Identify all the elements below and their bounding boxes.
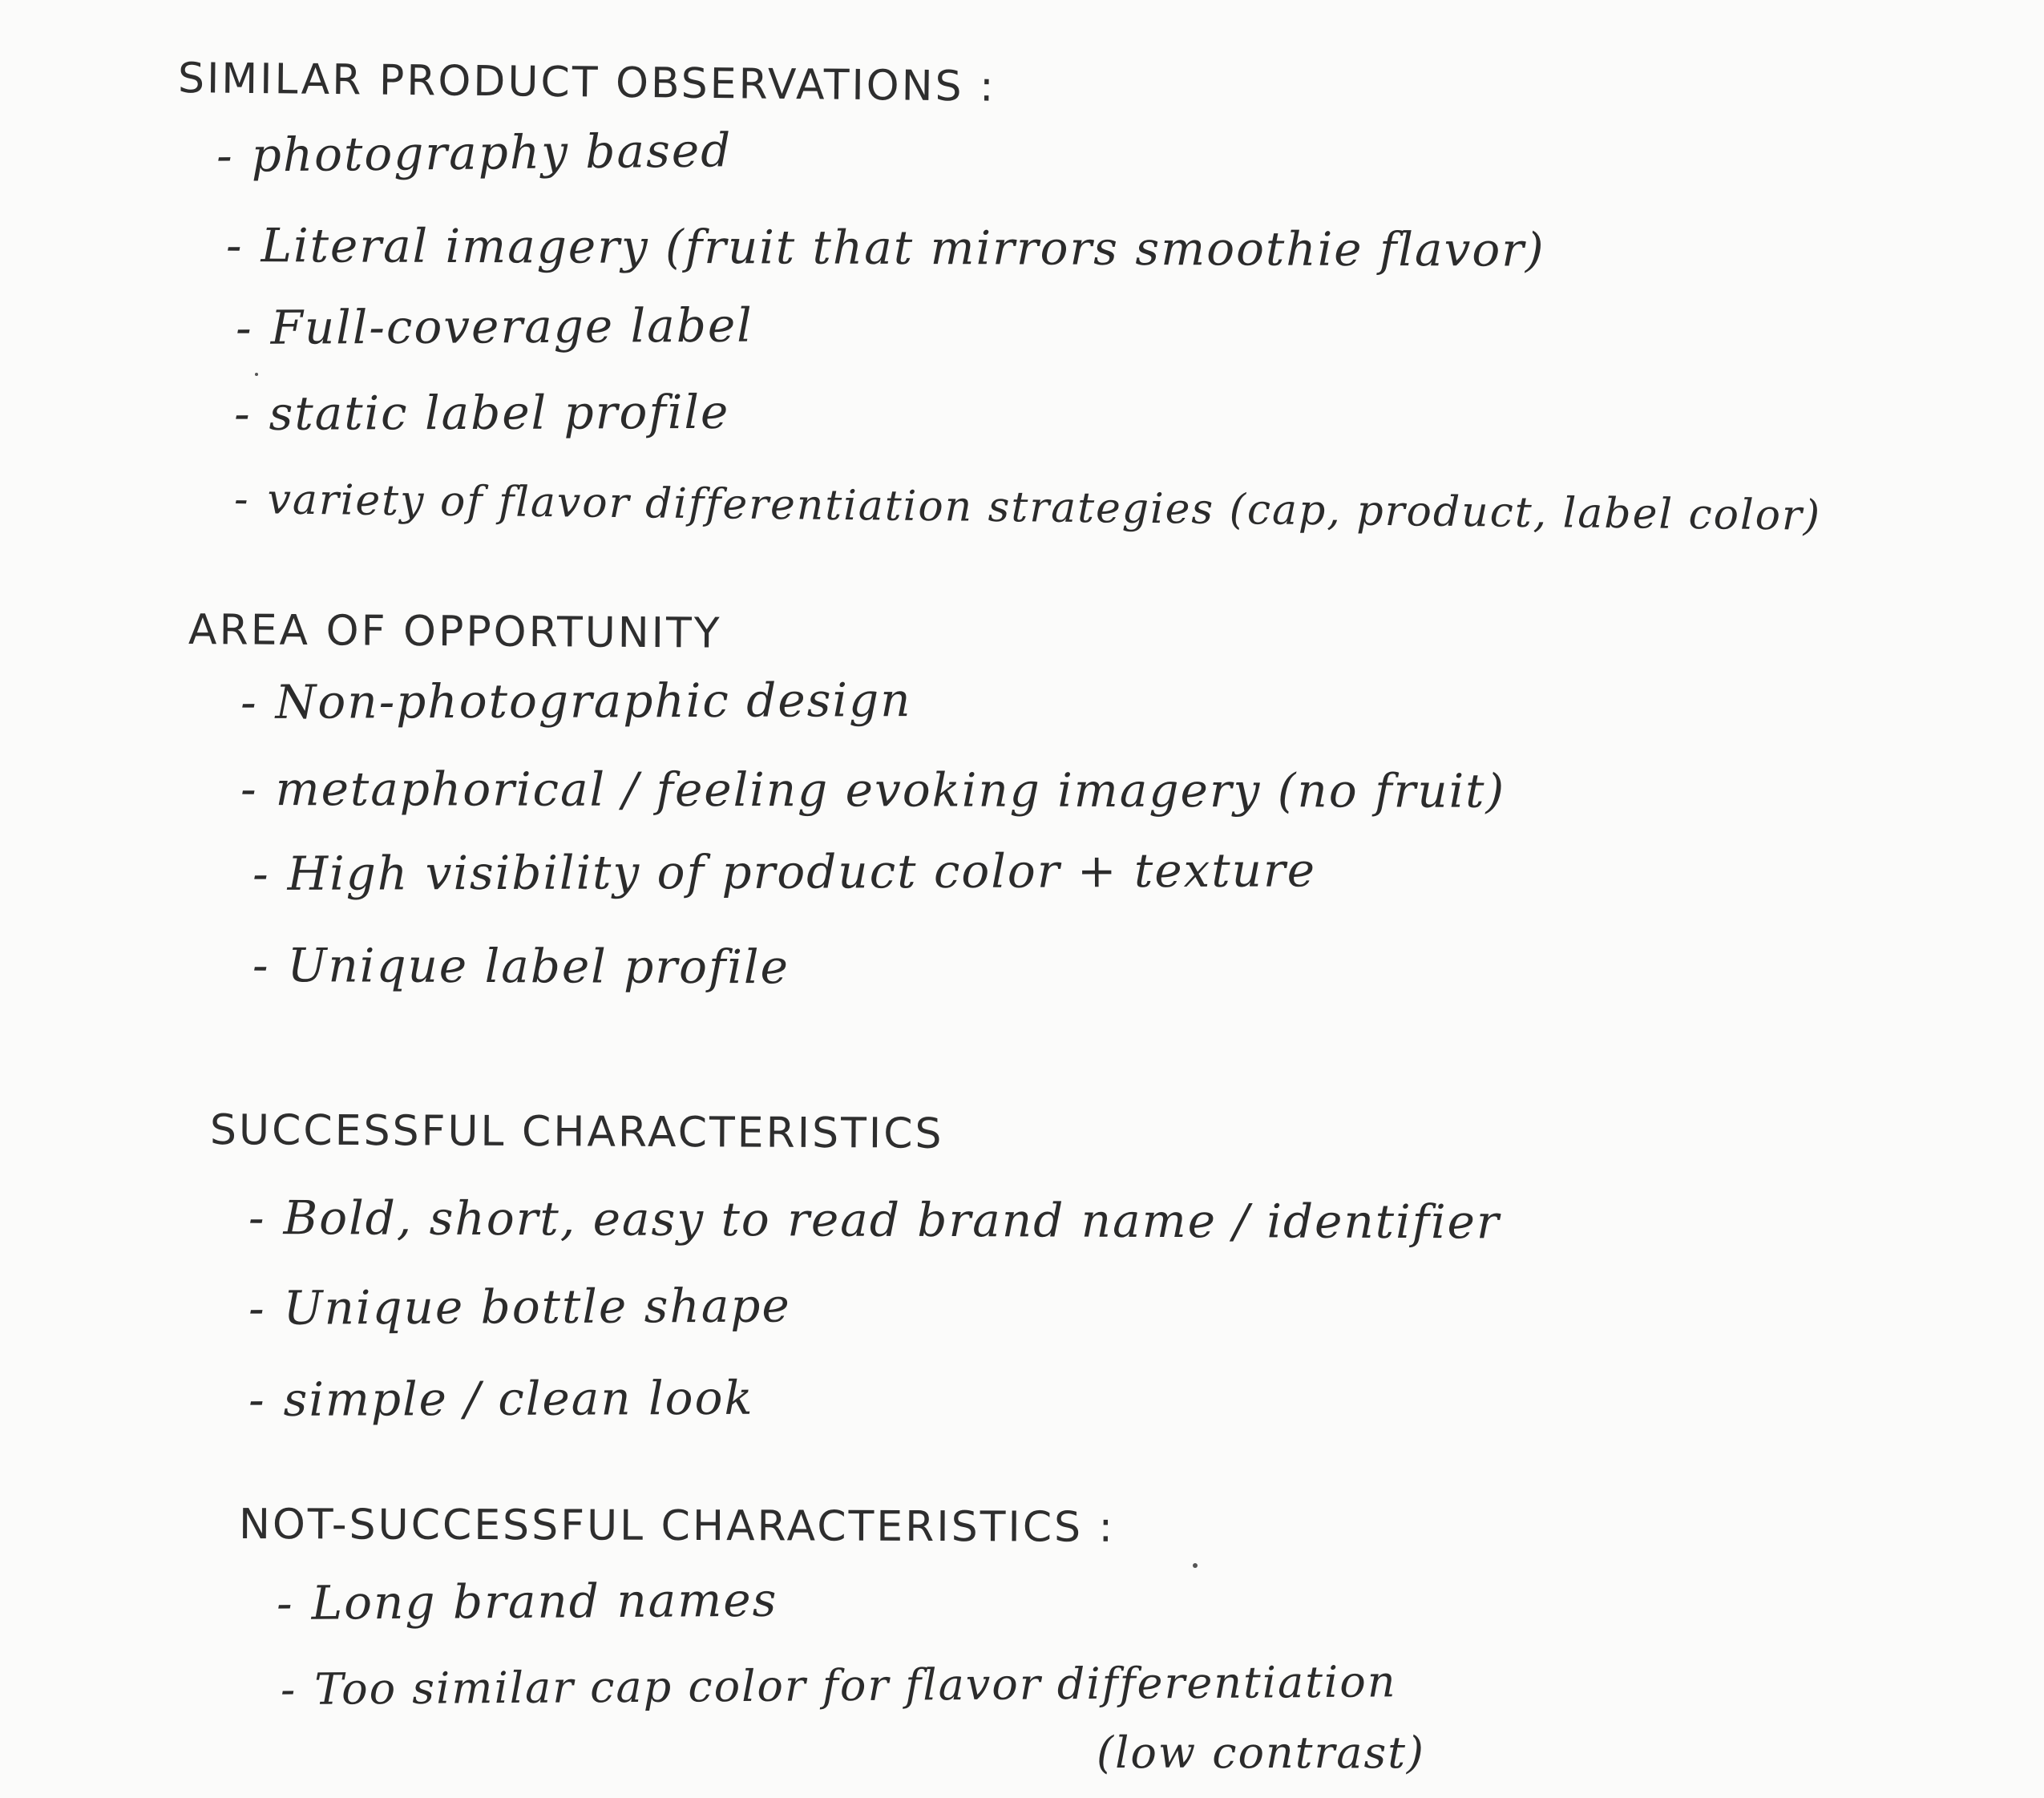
bullet-dash: -	[248, 1280, 266, 1335]
bullet-dash: -	[252, 938, 270, 993]
item-text: Too similar cap color for flavor differentiation	[314, 1656, 1397, 1715]
item-text: Unique bottle shape	[283, 1278, 791, 1335]
bullet-dash: -	[235, 300, 253, 355]
section-heading: SIMILAR PRODUCT OBSERVATIONS :	[177, 55, 996, 111]
bullet-dash: -	[252, 846, 270, 901]
bullet-dash: -	[216, 127, 234, 183]
item-text: static label profile	[269, 384, 730, 441]
bullet-dash: -	[248, 1372, 266, 1427]
item-text: metaphorical / feeling evoking imagery (no fruit)	[275, 762, 1506, 818]
paper-speck	[1193, 1563, 1198, 1568]
bullet-dash: -	[225, 218, 244, 273]
bullet-dash: -	[276, 1575, 294, 1630]
item-text: Bold, short, easy to read brand name / identifier	[283, 1190, 1501, 1250]
list-item	[281, 1656, 1397, 1715]
item-text: High visibility of product color + texture	[287, 842, 1317, 901]
item-text: variety of flavor differentiation strategies (cap, product, label color)	[267, 475, 1822, 540]
item-text: simple / clean look	[283, 1370, 754, 1427]
item-text: Unique label profile	[287, 938, 790, 995]
bullet-dash: -	[280, 1663, 297, 1715]
item-text: photography based	[251, 123, 733, 183]
bullet-dash: -	[233, 475, 250, 524]
section-heading: AREA OF OPPORTUNITY	[188, 606, 722, 658]
paper-speck	[255, 373, 258, 376]
bullet-dash: -	[233, 386, 252, 441]
bullet-dash: -	[240, 674, 258, 729]
list-item	[277, 1573, 778, 1630]
section-heading: SUCCESSFUL CHARACTERISTICS	[209, 1106, 944, 1158]
item-text: Full-coverage label	[270, 297, 753, 355]
list-item-continuation: (low contrast)	[1097, 1727, 1425, 1778]
item-text: Literal imagery (fruit that mirrors smoothie flavor)	[261, 218, 1545, 277]
bullet-dash: -	[248, 1190, 266, 1246]
item-text: Non-photographic design	[275, 673, 912, 729]
bullet-dash: -	[240, 762, 258, 817]
section-heading: NOT-SUCCESSFUL CHARACTERISTICS :	[238, 1501, 1116, 1552]
item-text: Long brand names	[311, 1572, 778, 1630]
